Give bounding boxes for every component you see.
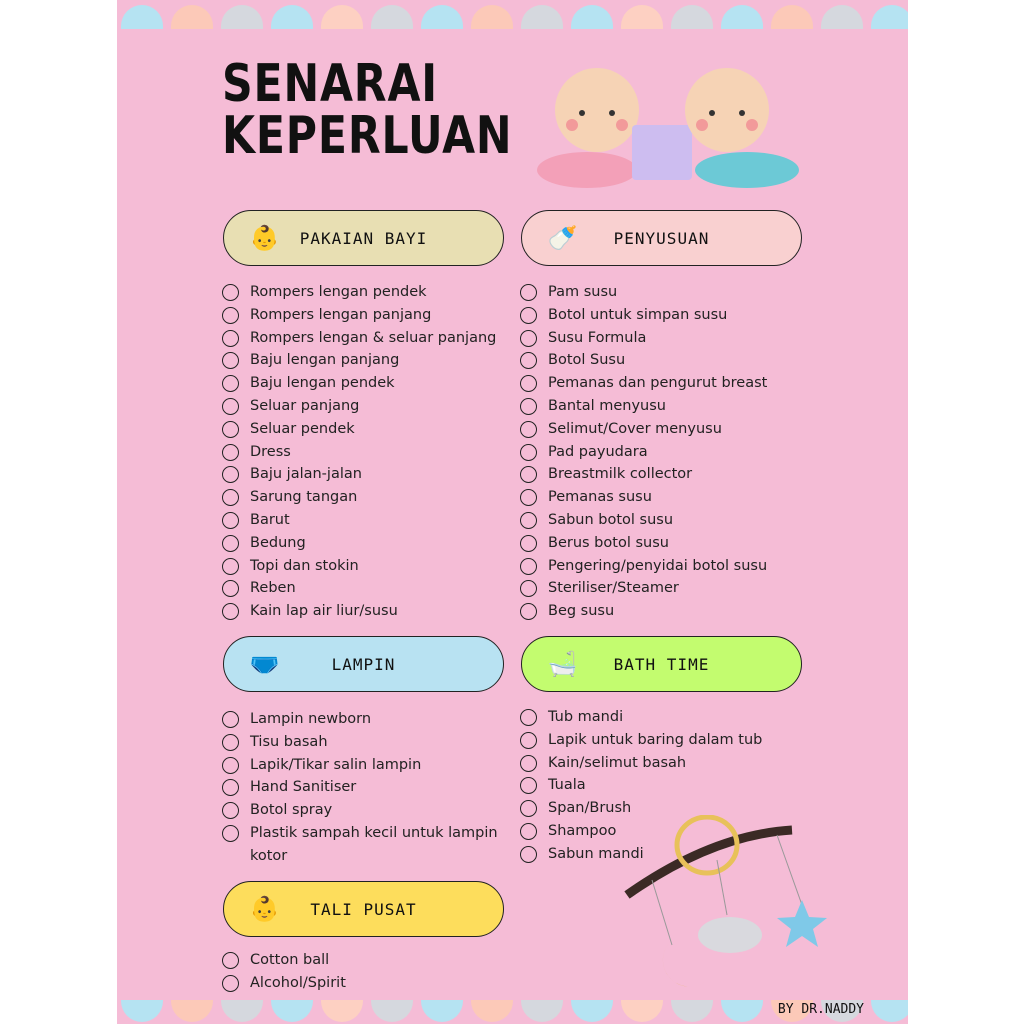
checkbox[interactable] bbox=[222, 307, 239, 324]
checklist-item-label: Lapik/Tikar salin lampin bbox=[250, 756, 422, 773]
checkbox[interactable] bbox=[520, 330, 537, 347]
checklist-page bbox=[117, 0, 908, 1024]
checkbox[interactable] bbox=[222, 802, 239, 819]
decorative-arch bbox=[571, 1000, 613, 1022]
checklist-item-label: Selimut/Cover menyusu bbox=[548, 420, 722, 437]
checklist-item bbox=[222, 304, 496, 327]
decorative-arch bbox=[621, 1000, 663, 1022]
section-header-tali-pusat: 👶 TALI PUSAT bbox=[223, 881, 504, 937]
checklist-item-label: Topi dan stokin bbox=[250, 557, 359, 574]
checklist-item bbox=[222, 486, 496, 509]
checklist-item-label: Botol untuk simpan susu bbox=[548, 306, 728, 323]
checklist-item-label: Susu Formula bbox=[548, 329, 647, 346]
checklist-item-label: Cotton ball bbox=[250, 952, 330, 968]
checkbox[interactable] bbox=[222, 580, 239, 597]
checkbox[interactable] bbox=[222, 330, 239, 347]
checkbox[interactable] bbox=[222, 734, 239, 751]
decorative-arch bbox=[371, 5, 413, 29]
checklist-item bbox=[222, 776, 498, 799]
checklist-item bbox=[222, 799, 498, 822]
checkbox[interactable] bbox=[222, 535, 239, 552]
checklist-item-label: Bedung bbox=[250, 534, 306, 551]
checkbox[interactable] bbox=[222, 421, 239, 438]
checklist-item-label: Pemanas dan pengurut breast bbox=[548, 375, 768, 392]
checklist-item-label: Beg susu bbox=[548, 603, 615, 620]
checklist-item-label: Kain/selimut basah bbox=[548, 754, 687, 771]
decorative-arch bbox=[621, 5, 663, 29]
checklist-item bbox=[222, 509, 496, 532]
checklist-item-label: Pemanas susu bbox=[548, 489, 652, 506]
decorative-arch bbox=[271, 5, 313, 29]
checklist-item-label: Baju jalan-jalan bbox=[250, 466, 362, 483]
checkbox[interactable] bbox=[222, 489, 239, 506]
checklist-item bbox=[520, 532, 767, 555]
decorative-arch bbox=[321, 1000, 363, 1022]
checklist-item bbox=[520, 418, 767, 441]
checklist-item bbox=[520, 281, 767, 304]
checkbox[interactable] bbox=[222, 398, 239, 415]
checkbox[interactable] bbox=[520, 489, 537, 506]
checklist-item-label: Span/Brush bbox=[548, 800, 632, 817]
checkbox[interactable] bbox=[520, 466, 537, 483]
section-header-bath-time: 🛁 BATH TIME bbox=[521, 636, 802, 692]
checkbox[interactable] bbox=[222, 779, 239, 796]
section-header-lampin: 🩲 LAMPIN bbox=[223, 636, 504, 692]
checkbox[interactable] bbox=[520, 800, 537, 817]
author-credit: BY DR.NADDY bbox=[777, 1002, 864, 1017]
checkbox[interactable] bbox=[222, 975, 239, 992]
checkbox[interactable] bbox=[222, 757, 239, 774]
checklist-lampin bbox=[222, 708, 498, 868]
checklist-item bbox=[520, 577, 767, 600]
checklist-item bbox=[222, 441, 496, 464]
checklist-item bbox=[520, 509, 767, 532]
checkbox[interactable] bbox=[520, 512, 537, 529]
checkbox[interactable] bbox=[222, 558, 239, 575]
checkbox[interactable] bbox=[520, 580, 537, 597]
decorative-arch bbox=[571, 5, 613, 29]
checklist-item bbox=[520, 797, 762, 820]
decorative-arch bbox=[871, 5, 908, 29]
checklist-item-label: Pengering/penyidai botol susu bbox=[548, 557, 768, 574]
baby-bottle-icon: 🍼 bbox=[547, 224, 579, 252]
checkbox[interactable] bbox=[222, 444, 239, 461]
checklist-item bbox=[222, 708, 498, 731]
decorative-arch bbox=[871, 1000, 908, 1022]
checklist-item-label: Plastik sampah kecil untuk lampin bbox=[250, 824, 498, 841]
checkbox[interactable] bbox=[520, 398, 537, 415]
checkbox[interactable] bbox=[222, 375, 239, 392]
decorative-arch bbox=[821, 5, 863, 29]
decorative-arch bbox=[671, 1000, 713, 1022]
checkbox[interactable] bbox=[520, 284, 537, 301]
decorative-arch bbox=[671, 5, 713, 29]
checklist-item bbox=[520, 706, 762, 729]
checklist-item bbox=[520, 820, 762, 843]
checkbox[interactable] bbox=[520, 846, 537, 863]
checklist-item-label: Shampoo bbox=[548, 822, 617, 839]
checkbox[interactable] bbox=[520, 352, 537, 369]
checklist-item bbox=[222, 555, 496, 578]
checkbox[interactable] bbox=[520, 755, 537, 772]
decorative-arch bbox=[121, 5, 163, 29]
checklist-item-label: Hand Sanitiser bbox=[250, 779, 357, 796]
checklist-item bbox=[222, 418, 496, 441]
checklist-item bbox=[222, 845, 498, 868]
decorative-arch bbox=[521, 1000, 563, 1022]
checklist-item-label: Reben bbox=[250, 580, 296, 597]
decorative-arch bbox=[321, 5, 363, 29]
decorative-arch bbox=[221, 1000, 263, 1022]
decorative-arch bbox=[471, 1000, 513, 1022]
checkbox[interactable] bbox=[520, 558, 537, 575]
checkbox[interactable] bbox=[520, 777, 537, 794]
decorative-arch bbox=[771, 5, 813, 29]
checkbox[interactable] bbox=[222, 603, 239, 620]
checklist-item bbox=[222, 395, 496, 418]
decorative-arch bbox=[371, 1000, 413, 1022]
checklist-tali-pusat bbox=[222, 949, 346, 995]
checklist-item-label: Breastmilk collector bbox=[548, 466, 693, 483]
checklist-item bbox=[520, 486, 767, 509]
checklist-item bbox=[222, 372, 496, 395]
checklist-item-label: Bantal menyusu bbox=[548, 397, 666, 414]
checklist-item bbox=[222, 532, 496, 555]
checkbox[interactable] bbox=[222, 825, 239, 842]
checkbox[interactable] bbox=[520, 375, 537, 392]
decorative-arch bbox=[471, 5, 513, 29]
checklist-item-label: Rompers lengan & seluar panjang bbox=[250, 329, 497, 346]
checklist-item bbox=[520, 555, 767, 578]
checklist-item bbox=[520, 752, 762, 775]
checklist-item-label: Alcohol/Spirit bbox=[250, 974, 346, 991]
checklist-item bbox=[222, 463, 496, 486]
checklist-item-label: Tub mandi bbox=[548, 709, 624, 725]
checkbox[interactable] bbox=[222, 512, 239, 529]
checklist-item-label: Botol Susu bbox=[548, 352, 626, 369]
decorative-arch bbox=[171, 1000, 213, 1022]
bathtub-icon: 🛁 bbox=[547, 650, 579, 678]
checklist-item bbox=[520, 463, 767, 486]
decorative-arch bbox=[721, 5, 763, 29]
checklist-item-label: Lampin newborn bbox=[250, 711, 372, 727]
checkbox[interactable] bbox=[520, 421, 537, 438]
checklist-item bbox=[520, 600, 767, 623]
checkbox[interactable] bbox=[520, 823, 537, 840]
checklist-item-label: Kain lap air liur/susu bbox=[250, 603, 398, 620]
section-header-penyusuan: 🍼 PENYUSUAN bbox=[521, 210, 802, 266]
baby-icon: 👶 bbox=[249, 224, 281, 252]
checklist-item bbox=[222, 281, 496, 304]
checklist-item-label: Tisu basah bbox=[250, 733, 328, 750]
checklist-penyusuan bbox=[520, 281, 767, 623]
checkbox[interactable] bbox=[222, 466, 239, 483]
checklist-item-label: Sabun botol susu bbox=[548, 511, 674, 528]
checklist-item bbox=[520, 349, 767, 372]
checklist-item bbox=[520, 441, 767, 464]
checklist-item-label: Barut bbox=[250, 511, 290, 528]
page-title: SENARAI KEPERLUAN bbox=[222, 54, 513, 166]
decorative-arch bbox=[171, 5, 213, 29]
checklist-item-label: Rompers lengan panjang bbox=[250, 306, 432, 323]
checkbox[interactable] bbox=[222, 952, 239, 969]
checklist-item bbox=[520, 395, 767, 418]
checklist-item bbox=[520, 372, 767, 395]
decorative-arch bbox=[421, 1000, 463, 1022]
checklist-item-label: Pam susu bbox=[548, 284, 618, 300]
checklist-item bbox=[222, 972, 346, 995]
diaper-icon: 🩲 bbox=[249, 650, 281, 678]
decorative-arch bbox=[271, 1000, 313, 1022]
checklist-item bbox=[520, 843, 762, 866]
checklist-item-label: Pad payudara bbox=[548, 443, 648, 460]
checklist-item bbox=[520, 729, 762, 752]
section-header-pakaian-bayi: 👶 PAKAIAN BAYI bbox=[223, 210, 504, 266]
checkbox[interactable] bbox=[520, 444, 537, 461]
checklist-item-label: Botol spray bbox=[250, 802, 333, 819]
checklist-item-label: Sabun mandi bbox=[548, 845, 644, 862]
checklist-item bbox=[222, 949, 346, 972]
decorative-arch bbox=[721, 1000, 763, 1022]
babies-illustration bbox=[527, 55, 807, 190]
decorative-arch bbox=[221, 5, 263, 29]
checkbox[interactable] bbox=[222, 352, 239, 369]
decorative-arch bbox=[421, 5, 463, 29]
checkbox[interactable] bbox=[520, 307, 537, 324]
checklist-item-label: Steriliser/Steamer bbox=[548, 580, 679, 597]
checkbox[interactable] bbox=[520, 709, 537, 726]
top-decorative-band bbox=[117, 0, 908, 30]
checklist-item bbox=[520, 304, 767, 327]
checklist-item bbox=[222, 822, 498, 845]
checklist-item bbox=[520, 774, 762, 797]
checkbox[interactable] bbox=[520, 535, 537, 552]
checklist-item-label: Rompers lengan pendek bbox=[250, 284, 427, 300]
checklist-item-label: Dress bbox=[250, 443, 291, 460]
checkbox[interactable] bbox=[520, 732, 537, 749]
checklist-item bbox=[222, 754, 498, 777]
checklist-item-label: Lapik untuk baring dalam tub bbox=[548, 731, 763, 748]
checklist-item-label: Berus botol susu bbox=[548, 534, 669, 551]
checkbox[interactable] bbox=[222, 284, 239, 301]
checklist-item-label: Tuala bbox=[548, 777, 586, 794]
checklist-bath-time bbox=[520, 706, 762, 866]
checkbox[interactable] bbox=[222, 711, 239, 728]
checklist-item-label: Baju lengan pendek bbox=[250, 375, 395, 392]
checklist-item-label: Sarung tangan bbox=[250, 489, 358, 506]
baby-icon: 👶 bbox=[249, 895, 281, 923]
checklist-item bbox=[222, 349, 496, 372]
checklist-item bbox=[222, 577, 496, 600]
checklist-item-label: Seluar pendek bbox=[250, 420, 355, 437]
checklist-item bbox=[222, 731, 498, 754]
decorative-arch bbox=[121, 1000, 163, 1022]
checkbox[interactable] bbox=[520, 603, 537, 620]
checklist-item bbox=[222, 600, 496, 623]
checklist-item-label: Baju lengan panjang bbox=[250, 352, 400, 369]
decorative-arch bbox=[521, 5, 563, 29]
checklist-pakaian-bayi bbox=[222, 281, 496, 623]
checklist-item-label: kotor bbox=[250, 847, 288, 864]
checklist-item-label: Seluar panjang bbox=[250, 397, 360, 414]
checklist-item bbox=[222, 327, 496, 350]
checklist-item bbox=[520, 327, 767, 350]
